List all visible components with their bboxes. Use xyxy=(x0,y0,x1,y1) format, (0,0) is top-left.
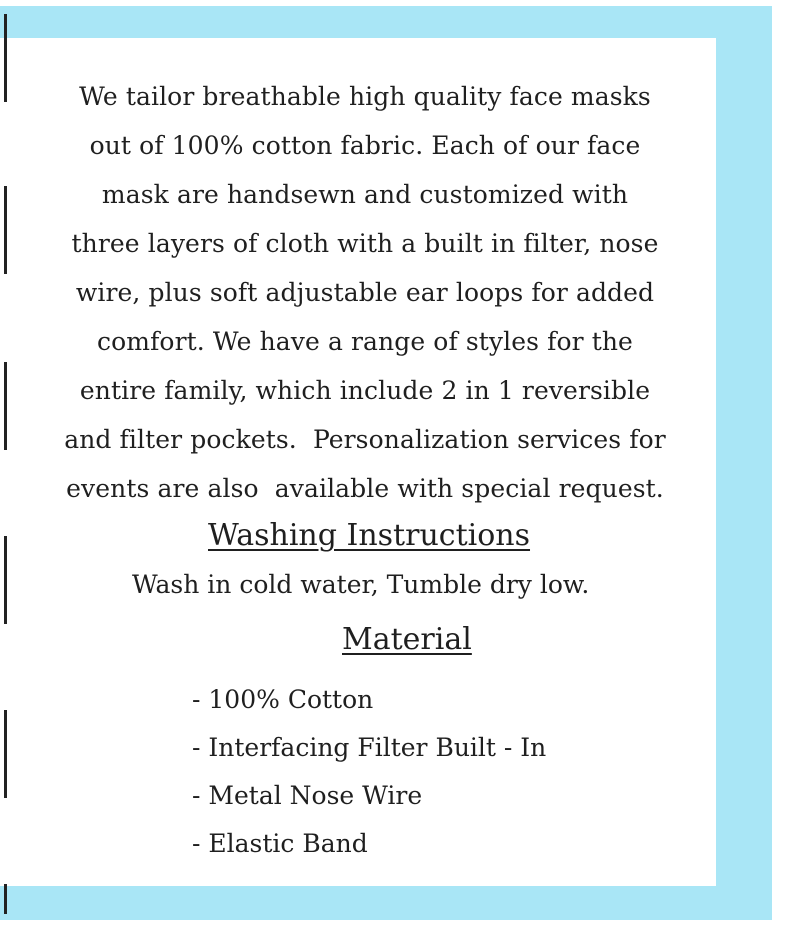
material-list xyxy=(192,676,546,868)
description-line: events are also available with special request. xyxy=(66,474,664,503)
washing-heading: Washing Instructions xyxy=(208,518,531,553)
washing-text: Wash in cold water, Tumble dry low. xyxy=(132,570,590,599)
description-line: mask are handsewn and customized with xyxy=(101,180,629,209)
material-item: - Interfacing Filter Built - In xyxy=(192,733,547,762)
edge-mark xyxy=(4,536,7,624)
description-line: comfort. We have a range of styles for the xyxy=(97,327,633,356)
description-line: entire family, which include 2 in 1 reversible xyxy=(79,376,651,405)
material-item: - 100% Cotton xyxy=(192,685,374,714)
material-item: - Elastic Band xyxy=(192,829,368,858)
description-paragraph xyxy=(0,72,730,513)
edge-mark xyxy=(4,884,7,914)
description-line: three layers of cloth with a built in filter, nose xyxy=(71,229,659,258)
edge-mark xyxy=(4,710,7,798)
description-line: wire, plus soft adjustable ear loops for added xyxy=(75,278,655,307)
description-line: and filter pockets. Personalization services for xyxy=(64,425,666,454)
description-line: We tailor breathable high quality face masks xyxy=(79,82,651,111)
description-line: out of 100% cotton fabric. Each of our face xyxy=(89,131,641,160)
material-heading: Material xyxy=(342,622,472,657)
material-item: - Metal Nose Wire xyxy=(192,781,423,810)
